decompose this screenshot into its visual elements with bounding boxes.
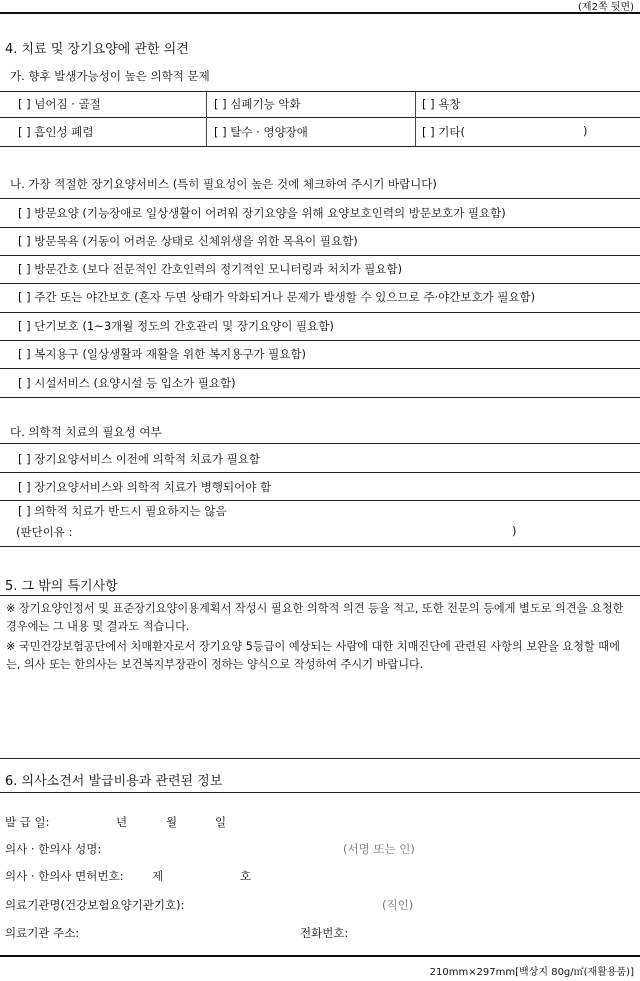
license-number-label: 의사 · 한의사 면허번호: xyxy=(5,869,124,883)
na-rule-1 xyxy=(0,227,640,228)
na-rule-6 xyxy=(0,368,640,369)
section4-ga-title: 가. 향후 발생가능성이 높은 의학적 문제 xyxy=(10,69,210,83)
institution-address-label: 의료기관 주소: xyxy=(5,926,80,940)
license-prefix: 제 xyxy=(152,869,164,883)
checkbox-treatment-not-required[interactable]: [ ] 의학적 치료가 반드시 필요하지는 않음 xyxy=(18,504,227,518)
section5-rule xyxy=(0,595,640,596)
other-close-paren: ) xyxy=(583,124,588,138)
na-rule-2 xyxy=(0,255,640,256)
checkbox-home-bath[interactable]: [ ] 방문목욕 (거동이 어려운 상태로 신체위생을 위한 목욕이 필요함) xyxy=(18,234,358,248)
special-note-1: ※ 장기요양인정서 및 표준장기요양이용계획서 작성시 필요한 의학적 의견 등을 적고, 또한 전문의 등에게 별도로 의견을 요청한 경우에는 그 내용 및 결과도 적습니다. xyxy=(6,602,624,633)
da-rule-0 xyxy=(0,443,640,444)
issue-date-year[interactable]: 년 xyxy=(116,815,128,829)
da-rule-1 xyxy=(0,472,640,473)
na-rule-0 xyxy=(0,198,640,199)
phone-number-label: 전화번호: xyxy=(300,926,349,940)
issue-date-label: 발 급 일: xyxy=(5,815,50,829)
checkbox-home-nursing[interactable]: [ ] 방문간호 (보다 전문적인 간호인력의 정기적인 모니터링과 처치가 필요함) xyxy=(18,262,403,276)
checkbox-treatment-before[interactable]: [ ] 장기요양서비스 이전에 의학적 치료가 필요함 xyxy=(18,452,260,466)
na-rule-4 xyxy=(0,312,640,313)
section6-rule xyxy=(0,792,640,793)
ga-grid-mid xyxy=(0,117,640,118)
checkbox-cardiopulmonary[interactable]: [ ] 심폐기능 악화 xyxy=(214,97,301,111)
signature-hint: (서명 또는 인) xyxy=(343,842,415,856)
issue-date-day[interactable]: 일 xyxy=(215,815,227,829)
institution-name-label: 의료기관명(건강보험요양기관기호): xyxy=(5,898,185,912)
na-rule-3 xyxy=(0,283,640,284)
seal-hint: (직인) xyxy=(382,898,414,912)
page-side-label: (제2쪽 뒷면) xyxy=(578,2,634,13)
checkbox-fall-fracture[interactable]: [ ] 넘어짐 · 골절 xyxy=(18,97,101,111)
section5-title: 5. 그 밖의 특기사항 xyxy=(5,579,118,594)
checkbox-dehydration[interactable]: [ ] 탈수 · 영양장애 xyxy=(214,125,308,139)
checkbox-other[interactable]: [ ] 기타( xyxy=(422,125,465,139)
special-note-2: ※ 국민건강보험공단에서 치매환자로서 장기요양 5등급이 예상되는 사람에 대한 치매진단에 관련된 사항의 보완을 요청할 때에는, 의사 또는 한의사는 보건복지부장관이 정하는 양식으로 작성하여 주시기 바랍니다. xyxy=(6,640,620,671)
ga-grid-top xyxy=(0,91,640,92)
section4-na-title: 나. 가장 적절한 장기요양서비스 (특히 필요성이 높은 것에 체크하여 주시기 바랍니다) xyxy=(10,177,437,191)
top-rule xyxy=(0,12,640,14)
checkbox-pressure-sore[interactable]: [ ] 욕창 xyxy=(422,97,461,111)
checkbox-aspiration-pneumonia[interactable]: [ ] 흡인성 폐렴 xyxy=(18,125,94,139)
paper-spec: 210mm×297mm[백상지 80g/㎡(재활용품)] xyxy=(429,967,634,978)
section6-title: 6. 의사소견서 발급비용과 관련된 정보 xyxy=(5,774,223,789)
license-suffix: 호 xyxy=(240,869,252,883)
section4-title: 4. 치료 및 장기요양에 관한 의견 xyxy=(5,42,189,57)
checkbox-treatment-parallel[interactable]: [ ] 장기요양서비스와 의학적 치료가 병행되어야 함 xyxy=(18,480,272,494)
na-rule-7 xyxy=(0,397,640,398)
bottom-rule xyxy=(0,955,640,957)
issue-date-month[interactable]: 월 xyxy=(166,815,178,829)
checkbox-home-care[interactable]: [ ] 방문요양 (기능장애로 일상생활이 어려워 장기요양을 위해 요양보호인력의 방문보호가 필요함) xyxy=(18,206,506,220)
ga-grid-divider-1 xyxy=(206,91,207,146)
checkbox-facility-service[interactable]: [ ] 시설서비스 (요양시설 등 입소가 필요함) xyxy=(18,376,236,390)
judgment-reason-close: ) xyxy=(512,524,517,538)
judgment-reason-label: (판단이유 : xyxy=(16,525,73,539)
checkbox-day-night-care[interactable]: [ ] 주간 또는 야간보호 (혼자 두면 상태가 악화되거나 문제가 발생할 수 있으므로 주·야간보호가 필요함) xyxy=(18,290,536,304)
ga-grid-divider-2 xyxy=(415,91,416,146)
doctor-name-label: 의사 · 한의사 성명: xyxy=(5,842,102,856)
section6-top-rule xyxy=(0,758,640,759)
checkbox-short-term-care[interactable]: [ ] 단기보호 (1~3개월 정도의 간호관리 및 장기요양이 필요함) xyxy=(18,319,334,333)
checkbox-welfare-equipment[interactable]: [ ] 복지용구 (일상생활과 재활을 위한 복지용구가 필요함) xyxy=(18,347,306,361)
section4-da-title: 다. 의학적 치료의 필요성 여부 xyxy=(10,425,162,439)
section4-bottom-rule xyxy=(0,546,640,547)
da-rule-2 xyxy=(0,500,640,501)
ga-grid-bottom xyxy=(0,146,640,147)
na-rule-5 xyxy=(0,340,640,341)
